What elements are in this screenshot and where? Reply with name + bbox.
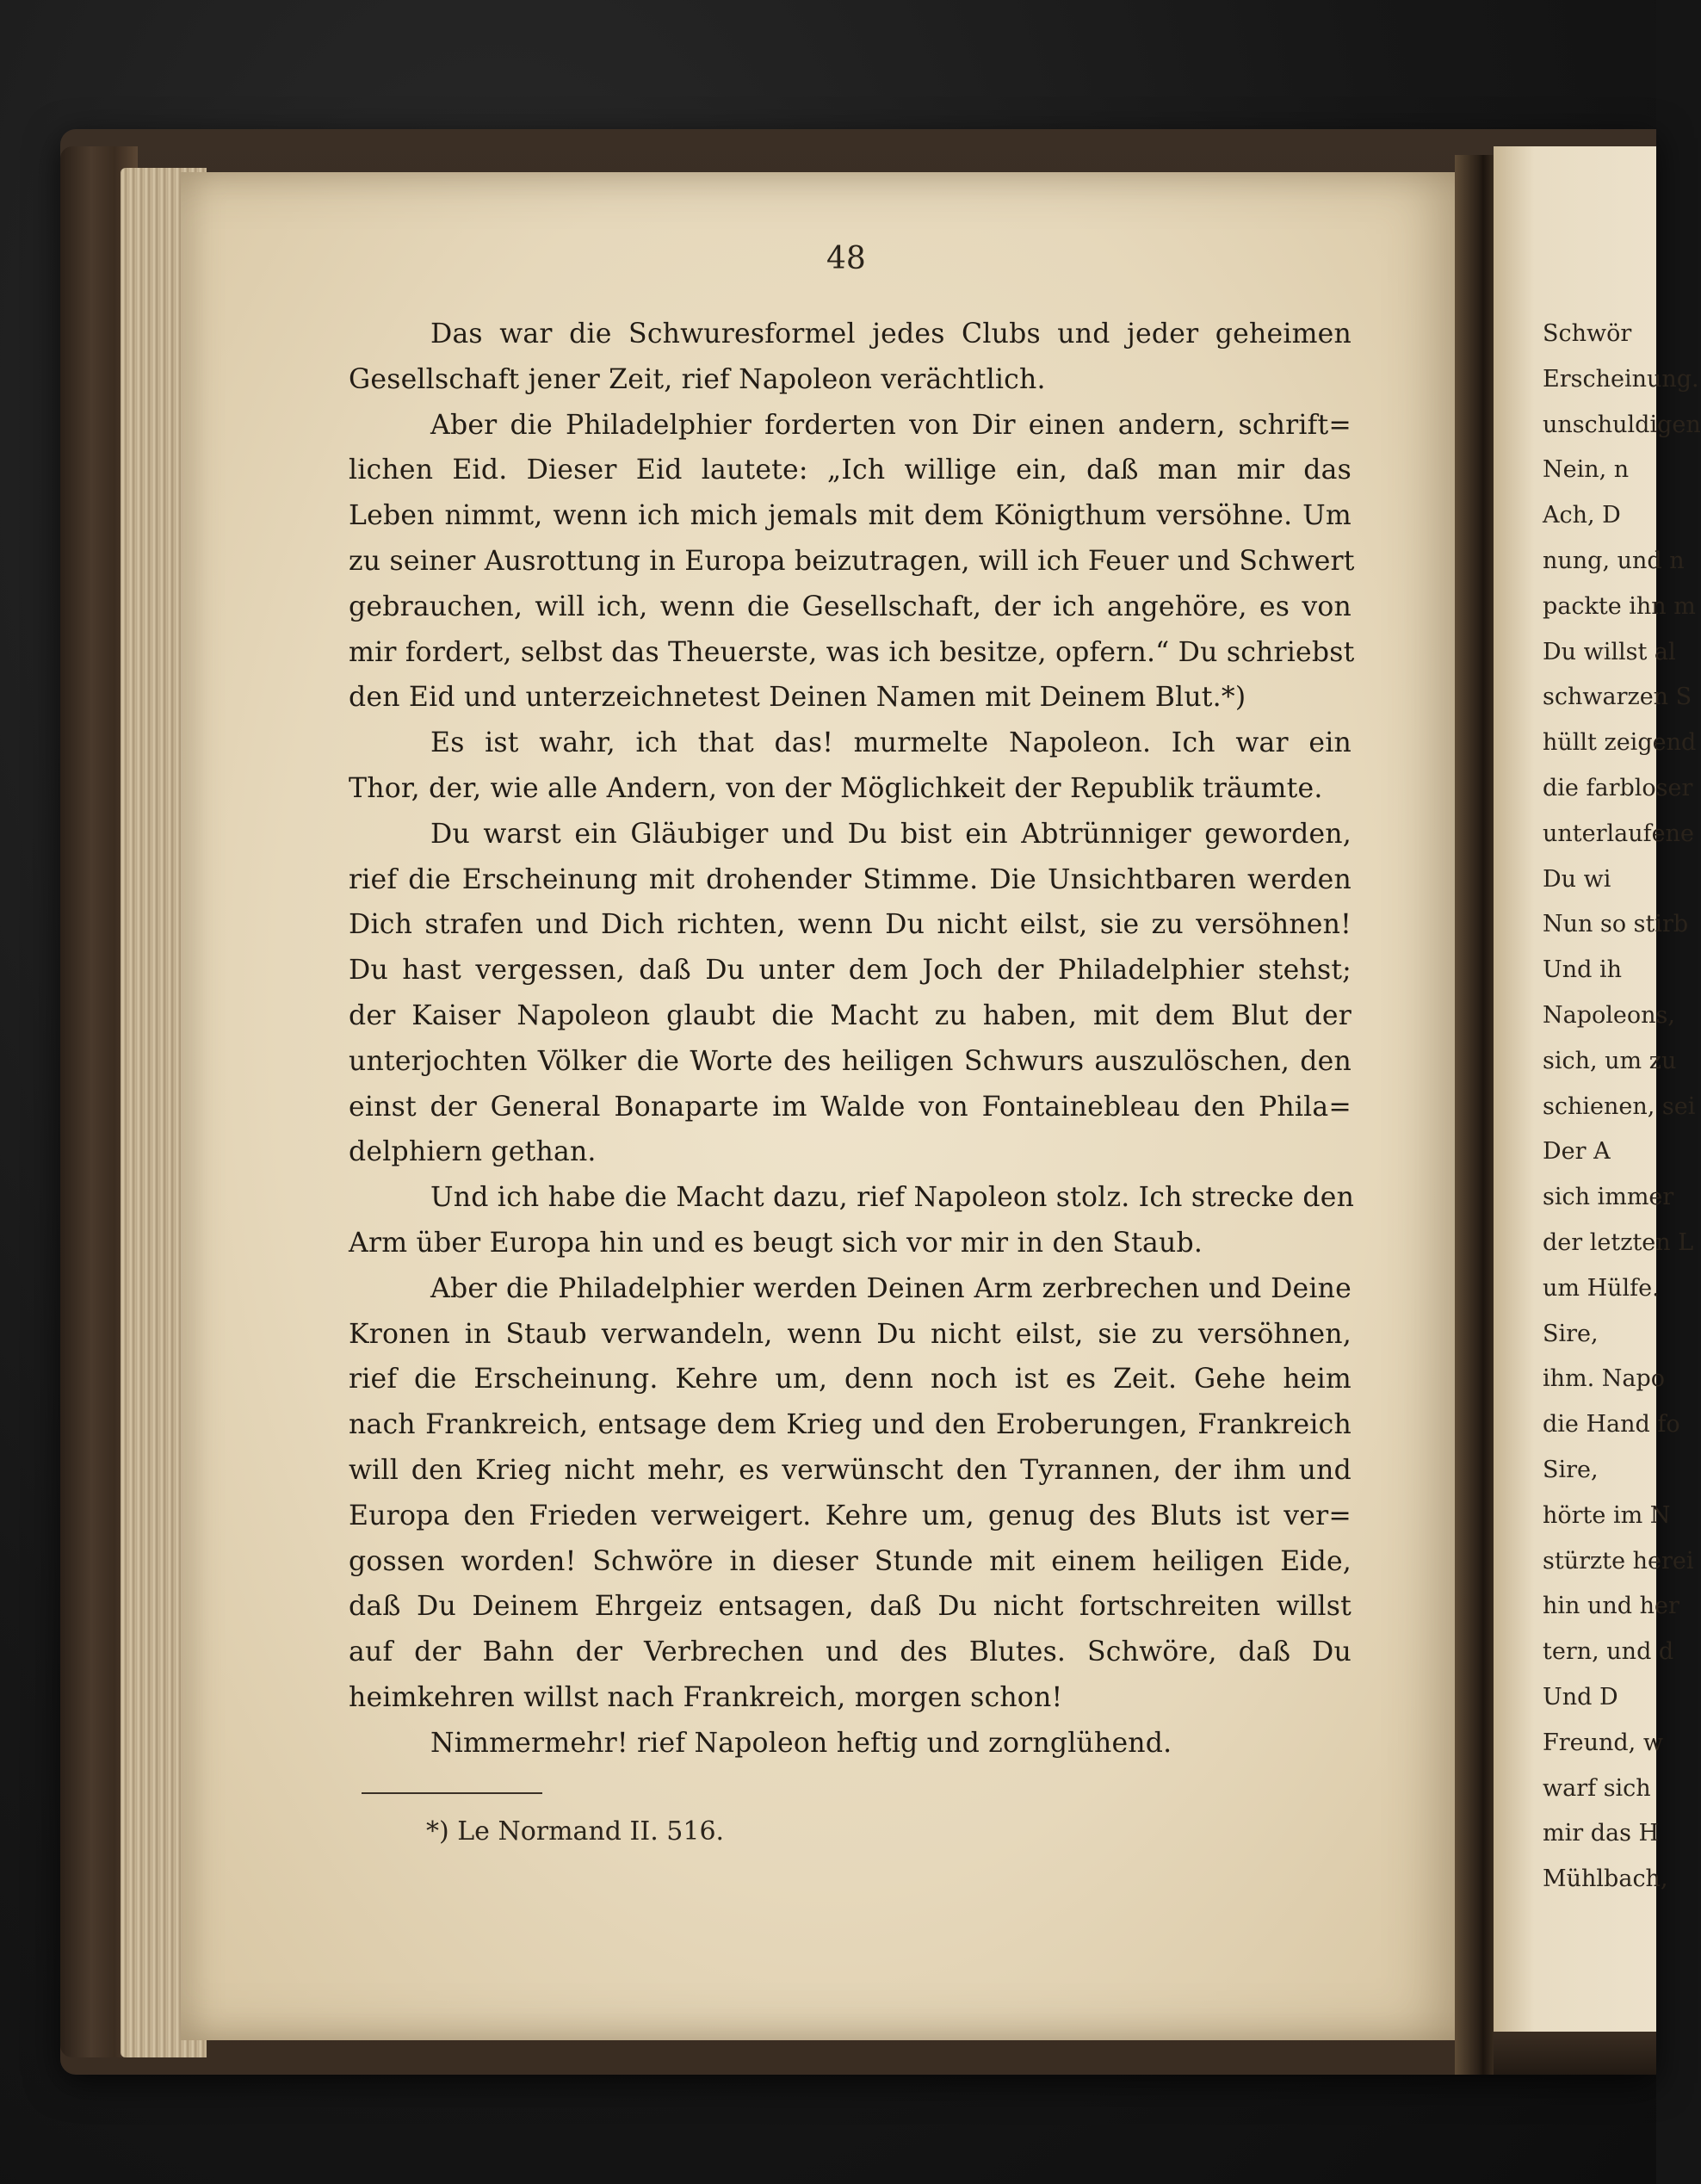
text-line: der Kaiser Napoleon glaubt die Macht zu haben, mit dem Blut der	[349, 999, 1352, 1031]
right-page-text	[1543, 312, 1701, 1902]
right-page-line: Freund, w	[1543, 1729, 1663, 1756]
text-line: einst der General Bonaparte im Walde von Fontainebleau den Phila=	[349, 1091, 1352, 1123]
right-page-line: um Hülfe.	[1543, 1274, 1660, 1302]
right-page-line: Schwör	[1543, 320, 1632, 347]
text-line: gossen worden! Schwöre in dieser Stunde mit einem heiligen Eide,	[349, 1545, 1352, 1577]
right-page-line: packte ihn m	[1543, 592, 1696, 620]
text-line: Leben nimmt, wenn ich mich jemals mit dem Königthum versöhne. Um	[349, 500, 1352, 532]
text-line: mir fordert, selbst das Theuerste, was ich besitze, opfern.“ Du schriebst	[349, 636, 1355, 668]
right-page-line: der letzten L	[1543, 1228, 1694, 1256]
right-page-line: Du willst al	[1543, 638, 1676, 665]
text-line: nach Frankreich, entsage dem Krieg und den Eroberungen, Frankreich	[349, 1409, 1352, 1441]
text-line: delphiern gethan.	[349, 1136, 597, 1168]
right-page-line: Der A	[1543, 1138, 1611, 1166]
text-line: Es ist wahr, ich that das! murmelte Napoleon. Ich war ein	[430, 727, 1352, 759]
right-page-line: ihm. Napo	[1543, 1365, 1666, 1393]
text-line: zu seiner Ausrottung in Europa beizutragen, will ich Feuer und Schwert	[349, 545, 1355, 577]
text-line: Aber die Philadelphier forderten von Dir einen andern, schrift=	[430, 409, 1352, 441]
text-line: Und ich habe die Macht dazu, rief Napoleon stolz. Ich strecke den	[430, 1182, 1355, 1214]
text-line: rief die Erscheinung mit drohender Stimme. Die Unsichtbaren werden	[349, 863, 1352, 895]
right-page-line: Sire,	[1543, 1320, 1599, 1347]
text-line: Europa den Frieden verweigert. Kehre um, genug des Bluts ist ver=	[349, 1500, 1352, 1531]
right-page-line: Ach, D	[1543, 502, 1621, 529]
right-page-line: stürzte herei	[1543, 1547, 1694, 1575]
text-line: Aber die Philadelphier werden Deinen Arm zerbrechen und Deine	[430, 1272, 1352, 1304]
text-line: Du hast vergessen, daß Du unter dem Joch der Philadelphier stehst;	[349, 955, 1352, 987]
right-page-line: schwarzen S	[1543, 684, 1692, 711]
text-line: gebrauchen, will ich, wenn die Gesellschaft, der ich angehöre, es von	[349, 591, 1352, 622]
right-page-line: schienen, sei	[1543, 1092, 1696, 1120]
right-page-line: Napoleons,	[1543, 1001, 1675, 1029]
page-number: 48	[826, 241, 866, 276]
right-page-line: Nein, n	[1543, 456, 1630, 484]
right-page-line: Nun so stirb	[1543, 911, 1689, 938]
text-line: Gesellschaft jener Zeit, rief Napoleon verächtlich.	[349, 363, 1046, 395]
right-page-line: tern, und d	[1543, 1638, 1674, 1666]
text-line: heimkehren willst nach Frankreich, morgen schon!	[349, 1681, 1063, 1713]
footnote: *) Le Normand II. 516.	[426, 1816, 725, 1847]
right-page-line: Erscheinung.	[1543, 365, 1699, 393]
text-line: den Eid und unterzeichnetest Deinen Namen mit Deinem Blut.*)	[349, 682, 1246, 714]
right-page-line: Und D	[1543, 1683, 1618, 1711]
right-page-line: die Hand fo	[1543, 1411, 1680, 1438]
text-line: Arm über Europa hin und es beugt sich vor mir in den Staub.	[349, 1227, 1203, 1259]
cover-bottom-edge	[1494, 2032, 1656, 2075]
text-line: rief die Erscheinung. Kehre um, denn noch ist es Zeit. Gehe heim	[349, 1364, 1352, 1395]
right-page-line: sich, um zu	[1543, 1047, 1677, 1074]
right-page-line: die farbloser	[1543, 774, 1693, 801]
right-page-line: hin und her	[1543, 1593, 1679, 1620]
text-line: daß Du Deinem Ehrgeiz entsagen, daß Du nicht fortschreiten willst	[349, 1591, 1352, 1623]
text-line: Das war die Schwuresformel jedes Clubs und jeder geheimen	[430, 319, 1352, 350]
right-page-line: hüllt zeigend	[1543, 729, 1697, 757]
right-page-line: Und ih	[1543, 956, 1623, 984]
text-line: auf der Bahn der Verbrechen und des Blutes. Schwöre, daß Du	[349, 1636, 1352, 1668]
text-line: Thor, der, wie alle Andern, von der Möglichkeit der Republik träumte.	[349, 772, 1323, 804]
text-line: Nimmermehr! rief Napoleon heftig und zornglühend.	[430, 1727, 1172, 1759]
right-page-line: unschuldigen	[1543, 411, 1701, 438]
footnote-rule	[362, 1792, 542, 1794]
right-page-line: Mühlbach,	[1543, 1865, 1668, 1893]
right-page-line: sich immer	[1543, 1184, 1674, 1211]
right-page-line: Du wi	[1543, 865, 1611, 893]
text-line: Dich strafen und Dich richten, wenn Du nicht eilst, sie zu versöhnen!	[349, 909, 1352, 941]
right-page-line: hörte im N	[1543, 1501, 1671, 1529]
right-page-line: unterlaufene	[1543, 820, 1694, 847]
right-page-line: warf sich	[1543, 1774, 1651, 1802]
right-page-line: mir das H	[1543, 1820, 1660, 1847]
body-text	[349, 312, 1355, 1766]
text-line: lichen Eid. Dieser Eid lautete: „Ich willige ein, daß man mir das	[349, 455, 1352, 486]
text-line: will den Krieg nicht mehr, es verwünscht den Tyrannen, der ihm und	[349, 1454, 1352, 1486]
right-page-line: Sire,	[1543, 1456, 1599, 1483]
text-line: Du warst ein Gläubiger und Du bist ein Abtrünniger geworden,	[430, 818, 1352, 850]
right-page-line: nung, und n	[1543, 547, 1685, 574]
text-line: unterjochten Völker die Worte des heiligen Schwurs auszulöschen, den	[349, 1045, 1352, 1077]
text-line: Kronen in Staub verwandeln, wenn Du nicht eilst, sie zu versöhnen,	[349, 1318, 1352, 1350]
